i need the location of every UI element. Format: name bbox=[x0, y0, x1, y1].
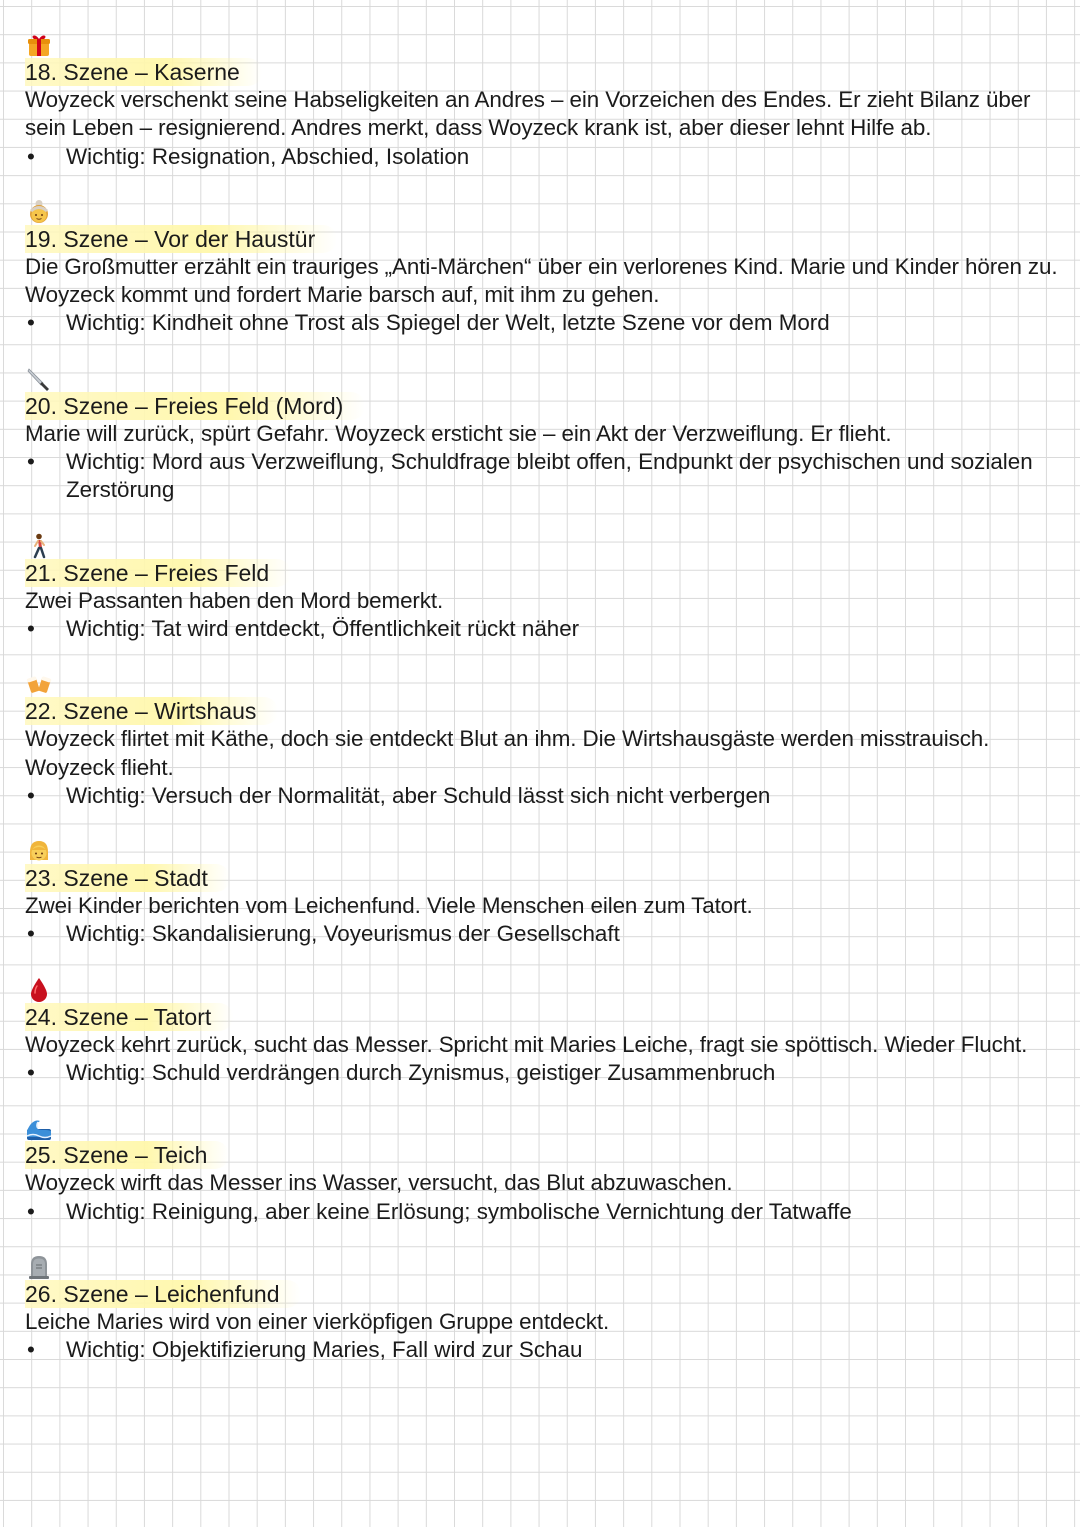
scene-heading: 18. Szene – Kaserne bbox=[25, 58, 262, 86]
scene-key-point bbox=[25, 143, 1065, 171]
scene-heading: 21. Szene – Freies Feld bbox=[25, 559, 291, 587]
scene-description: Woyzeck flirtet mit Käthe, doch sie entdeckt Blut an ihm. Die Wirtshausgäste werden misstrauisch. Woyzeck flieht. bbox=[25, 726, 990, 780]
gift-icon bbox=[26, 32, 52, 58]
key-point-text: Wichtig: Kindheit ohne Trost als Spiegel der Welt, letzte Szene vor dem Mord bbox=[66, 310, 830, 336]
scene-description: Leiche Maries wird von einer vierköpfigen Gruppe entdeckt. bbox=[25, 1308, 610, 1334]
scene-key-point bbox=[25, 615, 1065, 643]
key-point-text: Wichtig: Versuch der Normalität, aber Schuld lässt sich nicht verbergen bbox=[66, 782, 771, 808]
scene-entry bbox=[25, 1115, 1065, 1226]
water-wave-icon bbox=[26, 1115, 52, 1141]
scene-description: Zwei Kinder berichten vom Leichenfund. Viele Menschen eilen zum Tatort. bbox=[25, 893, 753, 919]
scene-key-point bbox=[25, 1336, 1065, 1364]
scene-heading: 26. Szene – Leichenfund bbox=[25, 1280, 301, 1308]
child-icon bbox=[26, 838, 52, 864]
key-point-text: Wichtig: Tat wird entdeckt, Öffentlichkeit rückt näher bbox=[66, 615, 580, 641]
scene-key-point bbox=[25, 448, 1065, 505]
scene-entry bbox=[25, 671, 1065, 810]
bullet-marker: • bbox=[27, 1060, 35, 1086]
scene-heading: 23. Szene – Stadt bbox=[25, 864, 230, 892]
scene-entry bbox=[25, 199, 1065, 338]
scene-entry bbox=[25, 32, 1065, 171]
key-point-text: Wichtig: Mord aus Verzweiflung, Schuldfrage bleibt offen, Endpunkt der psychischen und sozialen Zerstörung bbox=[66, 449, 1033, 503]
scene-heading: 24. Szene – Tatort bbox=[25, 1003, 233, 1031]
blood-drop-icon bbox=[26, 977, 52, 1003]
scene-key-point bbox=[25, 1059, 1065, 1087]
scene-description: Woyzeck wirft das Messer ins Wasser, versucht, das Blut abzuwaschen. bbox=[25, 1170, 733, 1196]
notes-page bbox=[25, 32, 1065, 1365]
bullet-marker: • bbox=[27, 449, 35, 475]
bullet-marker: • bbox=[27, 615, 35, 641]
beer-mugs-icon bbox=[26, 671, 52, 697]
bullet-marker: • bbox=[27, 143, 35, 169]
scene-entry bbox=[25, 366, 1065, 505]
scene-key-point bbox=[25, 920, 1065, 948]
scene-heading: 19. Szene – Vor der Haustür bbox=[25, 225, 337, 253]
scene-heading: 25. Szene – Teich bbox=[25, 1141, 229, 1169]
key-point-text: Wichtig: Resignation, Abschied, Isolation bbox=[66, 143, 470, 169]
headstone-icon bbox=[26, 1254, 52, 1280]
key-point-text: Wichtig: Objektifizierung Maries, Fall wird zur Schau bbox=[66, 1337, 583, 1363]
bullet-marker: • bbox=[27, 1337, 35, 1363]
scene-entry bbox=[25, 533, 1065, 644]
scene-description: Die Großmutter erzählt ein trauriges „Anti-Märchen“ über ein verlorenes Kind. Marie und Kinder hören zu. Woyzeck kommt und fordert Marie barsch auf, mit ihm zu gehen. bbox=[25, 253, 1058, 308]
key-point-text: Wichtig: Skandalisierung, Voyeurismus der Gesellschaft bbox=[66, 921, 620, 947]
scene-entry bbox=[25, 838, 1065, 949]
scene-description: Zwei Passanten haben den Mord bemerkt. bbox=[25, 587, 444, 613]
bullet-marker: • bbox=[27, 921, 35, 947]
bullet-marker: • bbox=[27, 310, 35, 336]
knife-icon bbox=[26, 366, 52, 392]
scene-description: Marie will zurück, spürt Gefahr. Woyzeck ersticht sie – ein Akt der Verzweiflung. Er flieht. bbox=[25, 420, 892, 446]
scene-heading: 20. Szene – Freies Feld (Mord) bbox=[25, 392, 365, 420]
scene-key-point bbox=[25, 1198, 1065, 1226]
bullet-marker: • bbox=[27, 782, 35, 808]
scene-entry bbox=[25, 977, 1065, 1088]
scene-entry bbox=[25, 1254, 1065, 1365]
walking-person-icon bbox=[26, 533, 52, 559]
scene-heading: 22. Szene – Wirtshaus bbox=[25, 697, 278, 725]
scene-description: Woyzeck kehrt zurück, sucht das Messer. Spricht mit Maries Leiche, fragt sie spöttisch. Wieder Flucht. bbox=[25, 1031, 1028, 1057]
grandmother-icon bbox=[26, 199, 52, 225]
scene-key-point bbox=[25, 309, 1065, 337]
key-point-text: Wichtig: Reinigung, aber keine Erlösung; symbolische Vernichtung der Tatwaffe bbox=[66, 1198, 852, 1224]
bullet-marker: • bbox=[27, 1198, 35, 1224]
key-point-text: Wichtig: Schuld verdrängen durch Zynismus, geistiger Zusammenbruch bbox=[66, 1060, 776, 1086]
scene-description: Woyzeck verschenkt seine Habseligkeiten an Andres – ein Vorzeichen des Endes. Er zieht Bilanz über sein Leben – resignierend. Andres merkt, dass Woyzeck krank ist, aber dieser lehnt Hilfe ab. bbox=[25, 87, 1031, 141]
scene-key-point bbox=[25, 782, 1065, 810]
